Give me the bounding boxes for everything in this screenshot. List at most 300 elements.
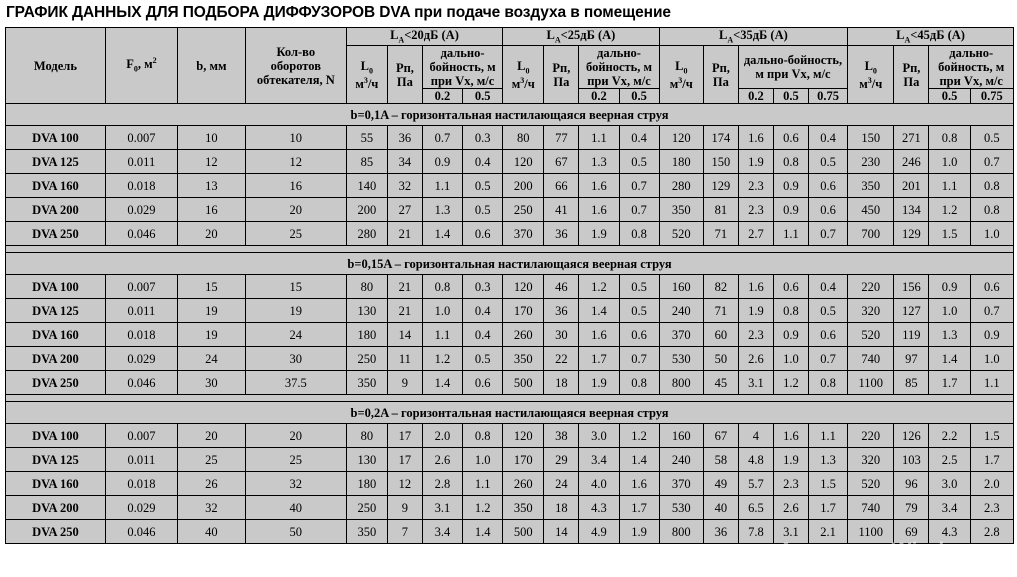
cell-model: DVA 160: [6, 472, 106, 496]
table-row: [6, 371, 1014, 395]
table-row: [6, 275, 1014, 299]
table-body: [6, 104, 1014, 544]
cell-range-2-1: 4.9: [579, 520, 619, 544]
table-row: [6, 496, 1014, 520]
header-rp-g4: Рп, Па: [894, 46, 929, 104]
header-speed-g3-0: 0.2: [738, 89, 773, 104]
cell-range-2-2: 1.2: [619, 424, 659, 448]
header-l0-g3: $L_0$ $м^3/ч$: [659, 46, 703, 104]
cell-range-3-3: 0.7: [808, 347, 847, 371]
cell-range-3-2: 0.9: [773, 198, 808, 222]
cell-f0: 0.018: [105, 323, 177, 347]
cell-rp-2: 29: [544, 448, 579, 472]
cell-range-3-3: 0.5: [808, 299, 847, 323]
cell-range-2-1: 1.9: [579, 222, 619, 246]
cell-range-3-1: 2.7: [738, 222, 773, 246]
header-speed-g2-1: 0.5: [619, 89, 659, 104]
cell-range-1-2: 0.4: [463, 150, 503, 174]
cell-range-4-2: 1.5: [970, 424, 1013, 448]
cell-rp-1: 32: [387, 174, 422, 198]
cell-l0-2: 200: [503, 174, 544, 198]
header-f0: $F_0$, $м^2$: [105, 28, 177, 104]
table-row: [6, 323, 1014, 347]
cell-range-4-2: 2.8: [970, 520, 1013, 544]
band-spacer: [6, 395, 1014, 402]
cell-rp-4: 271: [894, 126, 929, 150]
cell-range-3-3: 0.6: [808, 198, 847, 222]
cell-l0-4: 1100: [848, 371, 894, 395]
cell-l0-1: 80: [346, 424, 387, 448]
cell-rp-3: 50: [703, 347, 738, 371]
cell-range-3-3: 1.7: [808, 496, 847, 520]
header-noise-group-1: $L_A<20дБ$ (А): [346, 28, 502, 46]
cell-range-2-1: 4.0: [579, 472, 619, 496]
cell-range-3-1: 4: [738, 424, 773, 448]
cell-range-4-1: 1.7: [929, 371, 970, 395]
cell-range-4-1: 1.5: [929, 222, 970, 246]
header-range-g4: дально-бойность, м при Vx, м/с: [929, 46, 1014, 89]
cell-l0-3: 160: [659, 275, 703, 299]
cell-range-3-2: 1.9: [773, 448, 808, 472]
cell-range-2-1: 1.1: [579, 126, 619, 150]
band-title-row: [6, 402, 1014, 424]
cell-range-4-2: 0.8: [970, 198, 1013, 222]
cell-l0-2: 260: [503, 472, 544, 496]
cell-l0-1: 250: [346, 496, 387, 520]
cell-range-3-1: 2.3: [738, 198, 773, 222]
cell-turns: 20: [245, 424, 346, 448]
cell-range-3-2: 1.0: [773, 347, 808, 371]
cell-l0-4: 1100: [848, 520, 894, 544]
cell-l0-1: 85: [346, 150, 387, 174]
cell-range-2-1: 1.6: [579, 174, 619, 198]
table-row: [6, 347, 1014, 371]
cell-rp-3: 36: [703, 520, 738, 544]
cell-range-4-1: 1.0: [929, 299, 970, 323]
cell-range-2-1: 3.0: [579, 424, 619, 448]
cell-range-4-2: 0.5: [970, 126, 1013, 150]
cell-rp-1: 36: [387, 126, 422, 150]
cell-range-1-2: 0.3: [463, 126, 503, 150]
cell-model: DVA 125: [6, 299, 106, 323]
cell-rp-3: 71: [703, 222, 738, 246]
cell-range-2-2: 0.7: [619, 198, 659, 222]
cell-rp-3: 67: [703, 424, 738, 448]
cell-f0: 0.011: [105, 448, 177, 472]
cell-range-1-1: 0.7: [422, 126, 462, 150]
cell-turns: 24: [245, 323, 346, 347]
cell-l0-3: 160: [659, 424, 703, 448]
header-speed-g4-1: 0.75: [970, 89, 1013, 104]
cell-range-1-1: 3.1: [422, 496, 462, 520]
cell-f0: 0.007: [105, 275, 177, 299]
cell-rp-3: 40: [703, 496, 738, 520]
cell-range-3-2: 0.6: [773, 275, 808, 299]
cell-range-2-2: 1.7: [619, 496, 659, 520]
cell-l0-3: 350: [659, 198, 703, 222]
cell-rp-1: 17: [387, 424, 422, 448]
cell-range-3-1: 1.9: [738, 150, 773, 174]
cell-range-2-2: 0.8: [619, 371, 659, 395]
cell-b: 20: [177, 424, 245, 448]
header-range-g1: дально-бойность, м при Vx, м/с: [422, 46, 502, 89]
cell-model: DVA 125: [6, 448, 106, 472]
cell-model: DVA 200: [6, 496, 106, 520]
cell-range-2-1: 1.6: [579, 198, 619, 222]
cell-rp-4: 96: [894, 472, 929, 496]
cell-rp-4: 103: [894, 448, 929, 472]
cell-range-3-3: 0.4: [808, 275, 847, 299]
cell-rp-4: 85: [894, 371, 929, 395]
cell-l0-1: 250: [346, 347, 387, 371]
cell-l0-1: 200: [346, 198, 387, 222]
cell-rp-3: 82: [703, 275, 738, 299]
cell-range-1-1: 1.0: [422, 299, 462, 323]
cell-range-2-2: 0.5: [619, 275, 659, 299]
cell-b: 15: [177, 275, 245, 299]
cell-range-1-2: 1.1: [463, 472, 503, 496]
band-title: b=0,2A – горизонтальная настилающаяся веерная струя: [6, 402, 1014, 424]
cell-range-3-3: 2.1: [808, 520, 847, 544]
cell-range-1-2: 0.6: [463, 222, 503, 246]
table-row: [6, 448, 1014, 472]
header-b: b, мм: [177, 28, 245, 104]
cell-l0-4: 700: [848, 222, 894, 246]
cell-range-2-1: 1.2: [579, 275, 619, 299]
cell-range-3-3: 0.6: [808, 323, 847, 347]
cell-rp-2: 66: [544, 174, 579, 198]
cell-rp-4: 201: [894, 174, 929, 198]
cell-range-3-1: 5.7: [738, 472, 773, 496]
cell-range-3-1: 2.6: [738, 347, 773, 371]
cell-range-3-1: 2.3: [738, 174, 773, 198]
cell-range-4-2: 1.0: [970, 347, 1013, 371]
cell-range-3-2: 1.6: [773, 424, 808, 448]
header-range-g3: дально-бойность, м при Vx, м/с: [738, 46, 847, 89]
cell-l0-2: 260: [503, 323, 544, 347]
cell-b: 26: [177, 472, 245, 496]
cell-range-3-3: 1.3: [808, 448, 847, 472]
cell-range-3-3: 0.7: [808, 222, 847, 246]
cell-turns: 15: [245, 275, 346, 299]
cell-rp-2: 67: [544, 150, 579, 174]
cell-range-4-2: 0.8: [970, 174, 1013, 198]
cell-rp-4: 246: [894, 150, 929, 174]
cell-range-4-1: 0.8: [929, 126, 970, 150]
cell-l0-3: 370: [659, 323, 703, 347]
cell-l0-4: 150: [848, 126, 894, 150]
header-model: Модель: [6, 28, 106, 104]
cell-rp-4: 134: [894, 198, 929, 222]
cell-l0-2: 170: [503, 299, 544, 323]
cell-l0-3: 530: [659, 496, 703, 520]
cell-l0-2: 350: [503, 347, 544, 371]
cell-turns: 12: [245, 150, 346, 174]
cell-model: DVA 160: [6, 174, 106, 198]
header-l0-g2: $L_0$ $м^3/ч$: [503, 46, 544, 104]
cell-range-2-2: 0.8: [619, 222, 659, 246]
cell-model: DVA 250: [6, 371, 106, 395]
cell-rp-1: 14: [387, 323, 422, 347]
cell-range-3-1: 7.8: [738, 520, 773, 544]
header-rp-g3: Рп, Па: [703, 46, 738, 104]
cell-l0-2: 170: [503, 448, 544, 472]
cell-range-3-2: 0.8: [773, 299, 808, 323]
cell-f0: 0.007: [105, 424, 177, 448]
page-title: ГРАФИК ДАННЫХ ДЛЯ ПОДБОРА ДИФФУЗОРОВ DVA при подаче воздуха в помещение: [6, 4, 671, 21]
cell-range-4-2: 2.3: [970, 496, 1013, 520]
cell-l0-2: 250: [503, 198, 544, 222]
header-row-groups: [6, 28, 1014, 46]
cell-l0-4: 320: [848, 448, 894, 472]
cell-turns: 20: [245, 198, 346, 222]
cell-range-3-3: 0.5: [808, 150, 847, 174]
cell-l0-4: 320: [848, 299, 894, 323]
table-row: [6, 150, 1014, 174]
cell-l0-2: 500: [503, 520, 544, 544]
cell-f0: 0.029: [105, 347, 177, 371]
cell-model: DVA 100: [6, 275, 106, 299]
cell-f0: 0.011: [105, 150, 177, 174]
cell-range-4-2: 0.7: [970, 150, 1013, 174]
cell-range-2-1: 1.3: [579, 150, 619, 174]
cell-f0: 0.046: [105, 520, 177, 544]
cell-rp-4: 119: [894, 323, 929, 347]
cell-range-2-1: 1.7: [579, 347, 619, 371]
cell-l0-3: 280: [659, 174, 703, 198]
cell-b: 10: [177, 126, 245, 150]
cell-l0-3: 180: [659, 150, 703, 174]
cell-range-3-2: 0.9: [773, 323, 808, 347]
cell-range-4-2: 0.7: [970, 299, 1013, 323]
cell-b: 30: [177, 371, 245, 395]
cell-range-1-1: 0.9: [422, 150, 462, 174]
cell-rp-2: 41: [544, 198, 579, 222]
cell-range-2-2: 0.5: [619, 299, 659, 323]
cell-rp-1: 34: [387, 150, 422, 174]
cell-range-2-1: 3.4: [579, 448, 619, 472]
cell-range-4-1: 0.9: [929, 275, 970, 299]
cell-range-1-2: 1.4: [463, 520, 503, 544]
cell-range-3-1: 3.1: [738, 371, 773, 395]
cell-range-4-2: 1.1: [970, 371, 1013, 395]
cell-f0: 0.046: [105, 371, 177, 395]
cell-range-3-2: 1.1: [773, 222, 808, 246]
cell-range-3-2: 2.3: [773, 472, 808, 496]
cell-l0-3: 800: [659, 371, 703, 395]
cell-range-2-1: 1.6: [579, 323, 619, 347]
cell-range-2-2: 0.7: [619, 174, 659, 198]
cell-range-3-1: 1.6: [738, 275, 773, 299]
cell-f0: 0.029: [105, 198, 177, 222]
cell-rp-4: 97: [894, 347, 929, 371]
cell-range-1-2: 1.0: [463, 448, 503, 472]
cell-turns: 50: [245, 520, 346, 544]
cell-range-4-2: 1.7: [970, 448, 1013, 472]
cell-rp-3: 58: [703, 448, 738, 472]
header-range-g2: дально-бойность, м при Vx, м/с: [579, 46, 659, 89]
cell-range-3-3: 0.4: [808, 126, 847, 150]
cell-turns: 19: [245, 299, 346, 323]
cell-range-1-1: 2.6: [422, 448, 462, 472]
cell-range-2-2: 1.4: [619, 448, 659, 472]
cell-l0-4: 220: [848, 424, 894, 448]
cell-range-1-2: 0.5: [463, 198, 503, 222]
cell-range-2-2: 0.4: [619, 126, 659, 150]
cell-rp-2: 36: [544, 299, 579, 323]
cell-turns: 40: [245, 496, 346, 520]
cell-range-3-2: 0.6: [773, 126, 808, 150]
cell-range-4-1: 4.3: [929, 520, 970, 544]
cell-rp-3: 150: [703, 150, 738, 174]
cell-l0-4: 350: [848, 174, 894, 198]
cell-range-4-2: 0.9: [970, 323, 1013, 347]
cell-l0-1: 350: [346, 520, 387, 544]
table-row: [6, 126, 1014, 150]
band-title-row: [6, 253, 1014, 275]
cell-range-4-1: 3.4: [929, 496, 970, 520]
cell-range-3-2: 1.2: [773, 371, 808, 395]
header-noise-group-2: $L_A<25дБ$ (А): [503, 28, 659, 46]
cell-range-2-2: 1.6: [619, 472, 659, 496]
table-row: [6, 174, 1014, 198]
cell-l0-1: 130: [346, 299, 387, 323]
cell-model: DVA 160: [6, 323, 106, 347]
cell-l0-4: 220: [848, 275, 894, 299]
cell-b: 32: [177, 496, 245, 520]
diffuser-selection-table: [5, 27, 1014, 544]
header-noise-group-3: $L_A<35дБ$ (А): [659, 28, 847, 46]
cell-rp-3: 129: [703, 174, 738, 198]
cell-rp-3: 71: [703, 299, 738, 323]
cell-f0: 0.011: [105, 299, 177, 323]
cell-rp-2: 77: [544, 126, 579, 150]
cell-l0-1: 350: [346, 371, 387, 395]
cell-b: 25: [177, 448, 245, 472]
cell-l0-3: 520: [659, 222, 703, 246]
cell-range-4-1: 1.0: [929, 150, 970, 174]
cell-rp-2: 46: [544, 275, 579, 299]
cell-rp-1: 21: [387, 222, 422, 246]
cell-range-4-1: 2.2: [929, 424, 970, 448]
cell-model: DVA 200: [6, 198, 106, 222]
cell-range-4-1: 1.3: [929, 323, 970, 347]
cell-range-1-1: 1.1: [422, 323, 462, 347]
cell-l0-4: 230: [848, 150, 894, 174]
cell-b: 12: [177, 150, 245, 174]
cell-range-3-2: 0.9: [773, 174, 808, 198]
cell-b: 13: [177, 174, 245, 198]
cell-l0-2: 350: [503, 496, 544, 520]
cell-model: DVA 125: [6, 150, 106, 174]
cell-rp-2: 24: [544, 472, 579, 496]
cell-range-1-1: 0.8: [422, 275, 462, 299]
cell-turns: 16: [245, 174, 346, 198]
cell-l0-2: 500: [503, 371, 544, 395]
cell-range-1-2: 0.4: [463, 299, 503, 323]
cell-rp-1: 27: [387, 198, 422, 222]
cell-f0: 0.007: [105, 126, 177, 150]
cell-range-3-3: 0.6: [808, 174, 847, 198]
cell-l0-1: 140: [346, 174, 387, 198]
table-row: [6, 198, 1014, 222]
cell-range-4-1: 1.4: [929, 347, 970, 371]
cell-range-3-2: 3.1: [773, 520, 808, 544]
cell-model: DVA 250: [6, 222, 106, 246]
cell-range-2-2: 1.9: [619, 520, 659, 544]
cell-rp-3: 174: [703, 126, 738, 150]
cell-rp-1: 21: [387, 275, 422, 299]
cell-l0-4: 520: [848, 472, 894, 496]
cell-model: DVA 200: [6, 347, 106, 371]
cell-model: DVA 100: [6, 126, 106, 150]
cell-rp-1: 21: [387, 299, 422, 323]
cell-range-1-2: 0.8: [463, 424, 503, 448]
cell-range-1-2: 0.6: [463, 371, 503, 395]
cell-range-1-2: 0.5: [463, 174, 503, 198]
header-speed-g3-1: 0.5: [773, 89, 808, 104]
cell-model: DVA 250: [6, 520, 106, 544]
cell-range-3-1: 1.6: [738, 126, 773, 150]
cell-rp-1: 11: [387, 347, 422, 371]
cell-l0-4: 740: [848, 347, 894, 371]
cell-rp-4: 127: [894, 299, 929, 323]
cell-range-4-1: 2.5: [929, 448, 970, 472]
cell-b: 16: [177, 198, 245, 222]
cell-turns: 37.5: [245, 371, 346, 395]
cell-turns: 32: [245, 472, 346, 496]
cell-rp-4: 126: [894, 424, 929, 448]
band-spacer-cell: [6, 395, 1014, 402]
cell-b: 19: [177, 299, 245, 323]
cell-range-1-2: 1.2: [463, 496, 503, 520]
cell-rp-1: 17: [387, 448, 422, 472]
cell-range-4-2: 2.0: [970, 472, 1013, 496]
cell-f0: 0.018: [105, 174, 177, 198]
cell-f0: 0.018: [105, 472, 177, 496]
cell-rp-4: 129: [894, 222, 929, 246]
cell-rp-2: 14: [544, 520, 579, 544]
cell-f0: 0.046: [105, 222, 177, 246]
cell-l0-2: 120: [503, 424, 544, 448]
cell-range-4-1: 3.0: [929, 472, 970, 496]
table-row: [6, 222, 1014, 246]
cell-range-1-2: 0.4: [463, 323, 503, 347]
cell-turns: 10: [245, 126, 346, 150]
table-row: [6, 520, 1014, 544]
cell-range-1-1: 1.3: [422, 198, 462, 222]
cell-l0-3: 120: [659, 126, 703, 150]
cell-rp-1: 7: [387, 520, 422, 544]
cell-range-4-1: 1.1: [929, 174, 970, 198]
cell-rp-2: 30: [544, 323, 579, 347]
cell-range-1-1: 1.2: [422, 347, 462, 371]
cell-range-1-1: 2.8: [422, 472, 462, 496]
cell-l0-3: 530: [659, 347, 703, 371]
cell-l0-1: 280: [346, 222, 387, 246]
cell-l0-2: 370: [503, 222, 544, 246]
cell-range-4-1: 1.2: [929, 198, 970, 222]
cell-range-3-2: 0.8: [773, 150, 808, 174]
band-title: b=0,1A – горизонтальная настилающаяся веерная струя: [6, 104, 1014, 126]
cell-l0-4: 740: [848, 496, 894, 520]
band-spacer: [6, 246, 1014, 253]
cell-range-4-2: 0.6: [970, 275, 1013, 299]
cell-rp-3: 60: [703, 323, 738, 347]
cell-b: 19: [177, 323, 245, 347]
cell-rp-4: 69: [894, 520, 929, 544]
table-row: [6, 424, 1014, 448]
